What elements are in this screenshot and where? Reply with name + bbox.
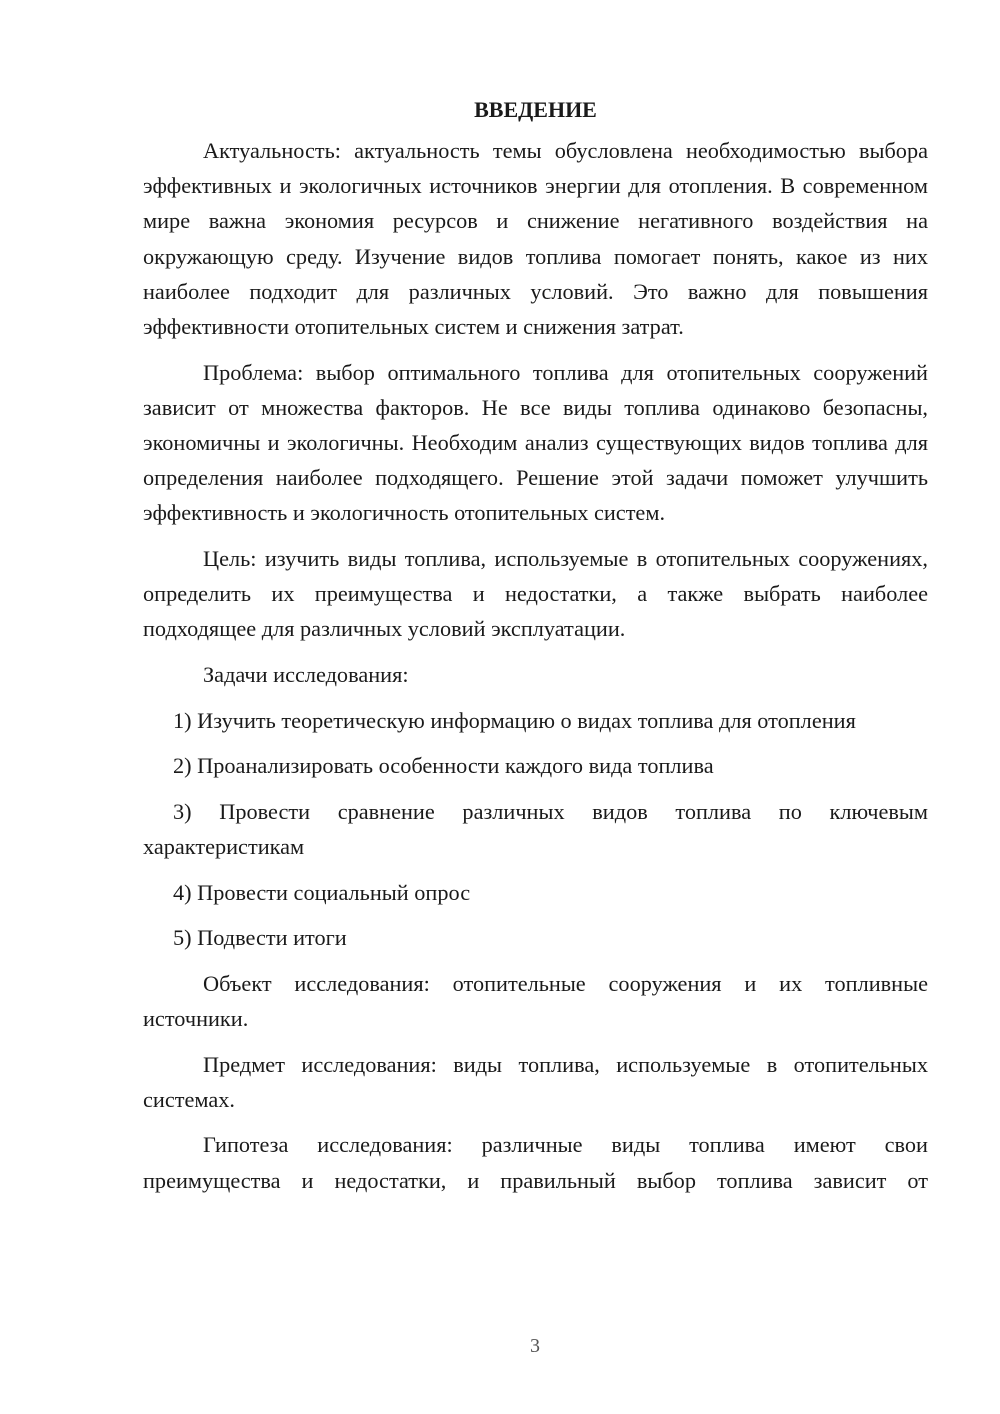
task-item: 1) Изучить теоретическую информацию о видах топлива для отопления [173, 707, 856, 733]
task-item: 2) Проанализировать особенности каждого вида топлива [173, 753, 714, 779]
document-page [143, 92, 928, 1208]
task-item: 5) Подвести итоги [173, 925, 347, 951]
task-item: 4) Провести социальный опрос [173, 879, 471, 905]
paragraph-subject: Предмет исследования: виды топлива, используемые в отопительных системах. [143, 1051, 928, 1112]
paragraph-tasks-heading: Задачи исследования: [203, 662, 409, 688]
paragraph-relevance: Актуальность: актуальность темы обусловлена необходимостью выбора эффективных и экологичных источников энергии для отопления. В современном мире важна экономия ресурсов и снижение негативного воздействия на окружающую среду. Изучение видов топлива помогает понять, какое из них наиболее подходит для различных условий. Это важно для повышения эффективности отопительных систем и снижения затрат. [143, 138, 928, 340]
paragraph-goal: Цель: изучить виды топлива, используемые в отопительных сооружениях, определить их преимущества и недостатки, а также выбрать наиболее подходящее для различных условий эксплуатации. [143, 546, 928, 642]
paragraph-object: Объект исследования: отопительные сооружения и их топливные источники. [143, 970, 928, 1031]
task-item: 3) Провести сравнение различных видов топлива по ключевым характеристикам [143, 798, 928, 859]
section-title: ВВЕДЕНИЕ [474, 97, 597, 122]
paragraph-hypothesis: Гипотеза исследования: различные виды топлива имеют свои преимущества и недостатки, и правильный выбор топлива зависит от [143, 1132, 928, 1193]
page-number: 3 [530, 1335, 540, 1357]
paragraph-problem: Проблема: выбор оптимального топлива для отопительных сооружений зависит от множества факторов. Не все виды топлива одинаково безопасны, экономичны и экологичны. Необходим анализ существующих видов топлива для определения наиболее подходящего. Решение этой задачи поможет улучшить эффективность и экологичность отопительных систем. [143, 359, 928, 526]
